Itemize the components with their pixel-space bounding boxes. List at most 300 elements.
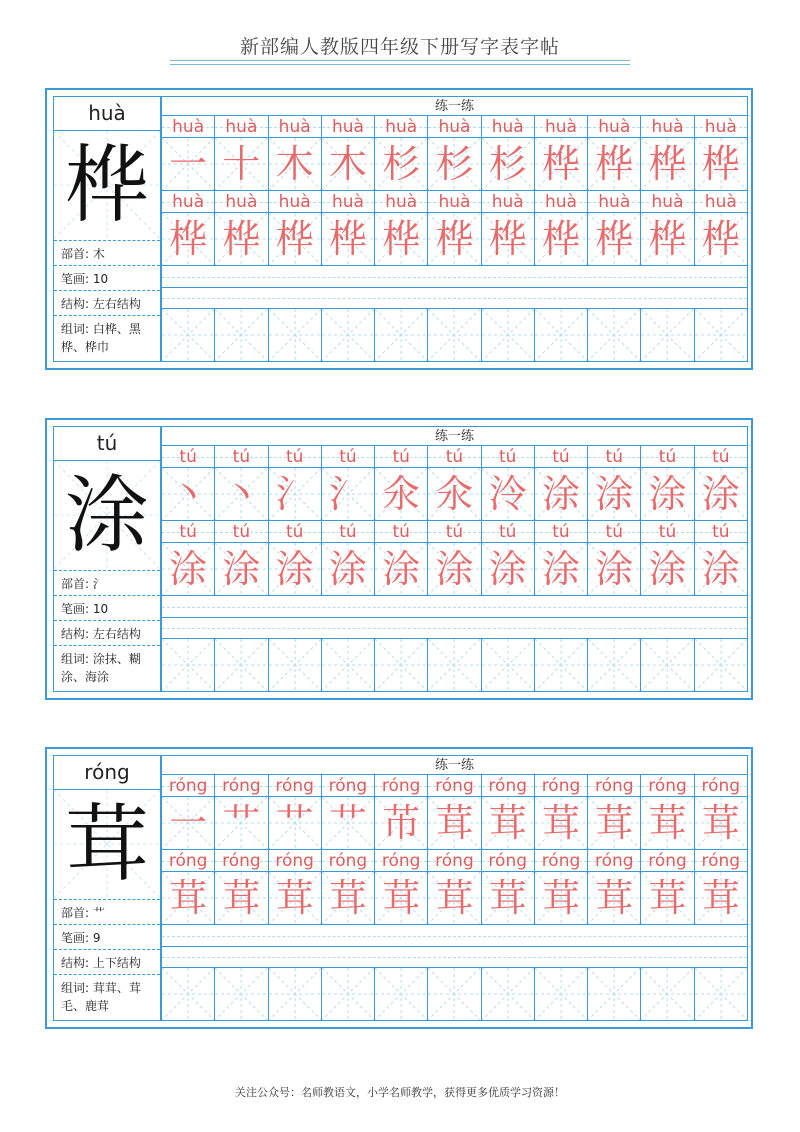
pinyin-cell: tú (695, 446, 748, 468)
page-title: 新部编人教版四年级下册写字表字帖 (239, 36, 560, 58)
title-underline (170, 60, 630, 61)
tracing-glyph: 杉 (488, 142, 527, 186)
tracing-cell[interactable] (161, 468, 215, 521)
tracing-cell[interactable] (695, 872, 748, 925)
tracing-cell[interactable] (641, 138, 694, 191)
tracing-cell[interactable] (482, 543, 535, 596)
model-character: 桦 (64, 136, 149, 234)
words-row (54, 974, 160, 1020)
words-value: 茸茸、茸毛、鹿茸 (61, 981, 141, 1013)
tracing-cell[interactable] (588, 138, 641, 191)
tracing-cell[interactable] (375, 872, 428, 925)
tracing-glyph: 茸 (382, 876, 421, 920)
strokes-row (54, 924, 160, 948)
tracing-cell[interactable] (482, 138, 535, 191)
pinyin-cell: róng (322, 775, 375, 797)
tracing-cell[interactable] (375, 309, 428, 362)
pinyin-cell: róng (482, 775, 535, 797)
structure-value: 左右结构 (92, 627, 141, 641)
tracing-cell[interactable] (695, 543, 748, 596)
tracing-cell[interactable] (375, 968, 428, 1021)
tracing-cell[interactable] (161, 309, 215, 362)
tracing-cell[interactable] (375, 543, 428, 596)
tracing-cell[interactable] (588, 468, 641, 521)
pinyin-cell: róng (215, 775, 268, 797)
pinyin-row (161, 446, 748, 468)
tracing-glyph: 艹 (275, 801, 314, 845)
tracing-cell[interactable] (588, 309, 641, 362)
tracing-row (161, 213, 748, 266)
model-character: 涂 (64, 466, 149, 564)
pinyin-cell: róng (161, 850, 215, 872)
pinyin-cell: róng (695, 775, 748, 797)
tracing-glyph: 桦 (435, 217, 474, 261)
tracing-glyph: 涂 (595, 547, 634, 591)
strokes-label: 笔画: (61, 272, 93, 286)
tracing-cell[interactable] (695, 797, 748, 850)
stroke-order-row (161, 138, 748, 191)
tracing-cell[interactable] (269, 309, 322, 362)
tracing-glyph: 木 (328, 142, 367, 186)
tracing-glyph: 茸 (541, 801, 580, 845)
practice-grid (161, 96, 748, 362)
words-label: 组词: (61, 652, 93, 666)
tracing-cell[interactable] (322, 872, 375, 925)
tracing-cell[interactable] (269, 639, 322, 692)
blank-writing-row (161, 639, 748, 692)
character-pinyin: tú (54, 427, 160, 461)
tracing-cell[interactable] (641, 797, 694, 850)
pinyin-cell: tú (588, 521, 641, 543)
tracing-glyph: 涂 (701, 472, 740, 516)
pinyin-cell: róng (375, 775, 428, 797)
tracing-cell[interactable] (695, 213, 748, 266)
pinyin-cell: huà (588, 191, 641, 213)
radical-row (54, 240, 160, 264)
practice-grid (161, 755, 748, 1021)
radical-value: 木 (92, 247, 105, 261)
tracing-glyph: 桦 (488, 217, 527, 261)
tracing-cell[interactable] (641, 468, 694, 521)
tracing-glyph: 涂 (488, 547, 527, 591)
tracing-glyph: 涂 (328, 547, 367, 591)
tracing-cell[interactable] (695, 138, 748, 191)
title-underline-2 (170, 64, 630, 65)
pinyin-cell: róng (428, 850, 481, 872)
blank-pinyin-row[interactable] (161, 266, 748, 288)
tracing-cell[interactable] (322, 968, 375, 1021)
practice-grid (161, 426, 748, 692)
tracing-cell[interactable] (375, 138, 428, 191)
tracing-glyph: 桦 (595, 142, 634, 186)
pinyin-cell: róng (322, 850, 375, 872)
radical-value: 艹 (92, 906, 105, 920)
tracing-glyph: 氽 (435, 472, 474, 516)
pinyin-cell: huà (375, 116, 428, 138)
tracing-cell[interactable] (535, 468, 588, 521)
character-info-panel (53, 426, 161, 692)
tracing-cell[interactable] (428, 309, 481, 362)
tracing-cell[interactable] (588, 213, 641, 266)
tracing-cell[interactable] (695, 468, 748, 521)
tracing-cell[interactable] (695, 968, 748, 1021)
tracing-cell[interactable] (215, 309, 268, 362)
stroke-order-row (161, 468, 748, 521)
tracing-glyph: 氵 (275, 472, 314, 516)
character-info-panel (53, 96, 161, 362)
pinyin-cell: róng (482, 850, 535, 872)
pinyin-cell: huà (535, 116, 588, 138)
tracing-row (161, 543, 748, 596)
strokes-value: 9 (92, 931, 101, 945)
pinyin-cell: tú (695, 521, 748, 543)
tracing-cell[interactable] (588, 543, 641, 596)
pinyin-cell: huà (215, 191, 268, 213)
structure-label: 结构: (61, 627, 93, 641)
pinyin-row (161, 850, 748, 872)
model-character-box (54, 790, 160, 898)
tracing-cell[interactable] (269, 968, 322, 1021)
pinyin-cell: huà (695, 191, 748, 213)
pinyin-cell: huà (322, 116, 375, 138)
structure-label: 结构: (61, 297, 93, 311)
tracing-cell[interactable] (641, 639, 694, 692)
pinyin-cell: tú (215, 446, 268, 468)
tracing-cell[interactable] (322, 213, 375, 266)
tracing-cell[interactable] (695, 639, 748, 692)
tracing-glyph: 茸 (488, 876, 527, 920)
structure-row (54, 290, 160, 314)
tracing-glyph: 艹 (328, 801, 367, 845)
tracing-cell[interactable] (269, 797, 322, 850)
pinyin-cell: tú (641, 521, 694, 543)
pinyin-cell: róng (641, 775, 694, 797)
tracing-cell[interactable] (322, 639, 375, 692)
practice-label: 练一练 (161, 96, 748, 116)
strokes-row (54, 265, 160, 289)
model-character-box (54, 131, 160, 239)
pinyin-cell: huà (535, 191, 588, 213)
tracing-cell[interactable] (482, 213, 535, 266)
tracing-glyph: 茸 (488, 801, 527, 845)
tracing-glyph: 茸 (169, 876, 208, 920)
practice-label: 练一练 (161, 426, 748, 446)
tracing-glyph: 桦 (328, 217, 367, 261)
tracing-glyph: 木 (275, 142, 314, 186)
tracing-cell[interactable] (482, 639, 535, 692)
words-value: 白桦、黑桦、桦巾 (61, 322, 141, 354)
pinyin-cell: huà (428, 116, 481, 138)
tracing-glyph: 十 (222, 142, 261, 186)
tracing-cell[interactable] (535, 309, 588, 362)
blank-pinyin-row[interactable] (161, 925, 748, 947)
radical-label: 部首: (61, 577, 93, 591)
tracing-glyph: 涂 (435, 547, 474, 591)
tracing-cell[interactable] (161, 213, 215, 266)
tracing-cell[interactable] (322, 138, 375, 191)
tracing-glyph: 氽 (382, 472, 421, 516)
tracing-cell[interactable] (269, 138, 322, 191)
pinyin-row (161, 521, 748, 543)
pinyin-row (161, 116, 748, 138)
tracing-glyph: 桦 (222, 217, 261, 261)
pinyin-cell: huà (161, 116, 215, 138)
tracing-cell[interactable] (322, 309, 375, 362)
pinyin-cell: tú (269, 521, 322, 543)
tracing-cell[interactable] (375, 213, 428, 266)
radical-row (54, 899, 160, 923)
words-row (54, 315, 160, 361)
tracing-glyph: 丶 (169, 472, 208, 516)
structure-value: 上下结构 (92, 956, 141, 970)
practice-label: 练一练 (161, 755, 748, 775)
structure-row (54, 620, 160, 644)
tracing-glyph: 茸 (541, 876, 580, 920)
tracing-glyph: 茸 (275, 876, 314, 920)
pinyin-cell: róng (695, 850, 748, 872)
tracing-cell[interactable] (588, 968, 641, 1021)
tracing-cell[interactable] (428, 872, 481, 925)
pinyin-cell: tú (535, 446, 588, 468)
tracing-cell[interactable] (482, 968, 535, 1021)
tracing-cell[interactable] (269, 468, 322, 521)
tracing-glyph: 茸 (648, 876, 687, 920)
blank-pinyin-row-2[interactable] (161, 618, 748, 639)
character-info-panel (53, 755, 161, 1021)
tracing-glyph: 桦 (701, 142, 740, 186)
character-pinyin: róng (54, 756, 160, 790)
character-card (45, 88, 753, 370)
pinyin-row (161, 775, 748, 797)
structure-row (54, 949, 160, 973)
pinyin-cell: huà (428, 191, 481, 213)
tracing-cell[interactable] (375, 468, 428, 521)
tracing-glyph: 涂 (595, 472, 634, 516)
tracing-cell[interactable] (588, 872, 641, 925)
tracing-cell[interactable] (215, 138, 268, 191)
footer-note: 关注公众号：名师教语文，小学名师教学，获得更多优质学习资源！ (235, 1086, 565, 1099)
tracing-cell[interactable] (428, 797, 481, 850)
pinyin-cell: tú (375, 446, 428, 468)
tracing-cell[interactable] (482, 309, 535, 362)
tracing-cell[interactable] (269, 872, 322, 925)
blank-writing-row (161, 968, 748, 1021)
tracing-glyph: 芇 (382, 801, 421, 845)
tracing-cell[interactable] (161, 872, 215, 925)
tracing-glyph: 桦 (541, 142, 580, 186)
pinyin-cell: huà (215, 116, 268, 138)
tracing-cell[interactable] (428, 543, 481, 596)
tracing-cell[interactable] (535, 138, 588, 191)
tracing-glyph: 涂 (275, 547, 314, 591)
tracing-glyph: 涂 (648, 547, 687, 591)
tracing-glyph: 桦 (648, 142, 687, 186)
tracing-glyph: 茸 (435, 801, 474, 845)
tracing-cell[interactable] (428, 968, 481, 1021)
pinyin-cell: tú (641, 446, 694, 468)
tracing-glyph: 茸 (328, 876, 367, 920)
words-row (54, 645, 160, 691)
tracing-glyph: 桦 (701, 217, 740, 261)
pinyin-cell: róng (588, 775, 641, 797)
pinyin-cell: huà (588, 116, 641, 138)
tracing-cell[interactable] (588, 639, 641, 692)
tracing-cell[interactable] (641, 543, 694, 596)
pinyin-cell: róng (535, 775, 588, 797)
blank-pinyin-row-2[interactable] (161, 288, 748, 309)
tracing-glyph: 泠 (488, 472, 527, 516)
tracing-glyph: 一 (169, 801, 208, 845)
tracing-cell[interactable] (322, 543, 375, 596)
tracing-cell[interactable] (161, 797, 215, 850)
tracing-glyph: 涂 (701, 547, 740, 591)
tracing-cell[interactable] (428, 213, 481, 266)
tracing-cell[interactable] (215, 213, 268, 266)
pinyin-cell: tú (482, 521, 535, 543)
tracing-glyph: 一 (169, 142, 208, 186)
pinyin-cell: róng (428, 775, 481, 797)
tracing-cell[interactable] (482, 872, 535, 925)
strokes-row (54, 595, 160, 619)
tracing-cell[interactable] (695, 309, 748, 362)
tracing-cell[interactable] (428, 639, 481, 692)
tracing-cell[interactable] (161, 968, 215, 1021)
pinyin-cell: huà (161, 191, 215, 213)
pinyin-cell: huà (482, 116, 535, 138)
tracing-glyph: 杉 (435, 142, 474, 186)
tracing-cell[interactable] (428, 138, 481, 191)
tracing-glyph: 桦 (595, 217, 634, 261)
tracing-cell[interactable] (588, 797, 641, 850)
pinyin-cell: tú (269, 446, 322, 468)
tracing-glyph: 桦 (382, 217, 421, 261)
blank-writing-row (161, 309, 748, 362)
pinyin-cell: huà (269, 116, 322, 138)
tracing-cell[interactable] (215, 968, 268, 1021)
tracing-cell[interactable] (215, 872, 268, 925)
pinyin-cell: huà (322, 191, 375, 213)
tracing-glyph: 涂 (222, 547, 261, 591)
words-label: 组词: (61, 981, 93, 995)
tracing-glyph: 桦 (648, 217, 687, 261)
tracing-cell[interactable] (428, 468, 481, 521)
pinyin-row (161, 191, 748, 213)
tracing-cell[interactable] (535, 968, 588, 1021)
strokes-value: 10 (92, 602, 109, 616)
pinyin-cell: tú (375, 521, 428, 543)
tracing-cell[interactable] (535, 543, 588, 596)
tracing-cell[interactable] (375, 639, 428, 692)
tracing-glyph: 茸 (595, 876, 634, 920)
pinyin-cell: tú (161, 446, 215, 468)
tracing-cell[interactable] (161, 138, 215, 191)
tracing-cell[interactable] (322, 797, 375, 850)
pinyin-cell: tú (482, 446, 535, 468)
tracing-glyph: 茸 (595, 801, 634, 845)
tracing-cell[interactable] (535, 797, 588, 850)
pinyin-cell: tú (588, 446, 641, 468)
radical-value: 氵 (92, 577, 105, 591)
tracing-cell[interactable] (269, 213, 322, 266)
pinyin-cell: tú (535, 521, 588, 543)
tracing-glyph: 涂 (541, 547, 580, 591)
tracing-glyph: 茸 (701, 801, 740, 845)
model-character: 茸 (64, 795, 149, 893)
pinyin-cell: róng (269, 775, 322, 797)
tracing-cell[interactable] (215, 468, 268, 521)
pinyin-cell: huà (695, 116, 748, 138)
character-card (45, 418, 753, 700)
structure-label: 结构: (61, 956, 93, 970)
pinyin-cell: huà (269, 191, 322, 213)
tracing-glyph: 茸 (222, 876, 261, 920)
tracing-cell[interactable] (482, 468, 535, 521)
tracing-glyph: 茸 (435, 876, 474, 920)
tracing-cell[interactable] (215, 639, 268, 692)
tracing-row (161, 872, 748, 925)
tracing-glyph: 涂 (541, 472, 580, 516)
pinyin-cell: róng (588, 850, 641, 872)
tracing-cell[interactable] (641, 309, 694, 362)
pinyin-cell: tú (428, 521, 481, 543)
pinyin-cell: róng (215, 850, 268, 872)
words-value: 涂抹、糊涂、海涂 (61, 652, 141, 684)
tracing-glyph: 艹 (222, 801, 261, 845)
tracing-glyph: 茸 (648, 801, 687, 845)
tracing-cell[interactable] (161, 639, 215, 692)
pinyin-cell: tú (428, 446, 481, 468)
structure-value: 左右结构 (92, 297, 141, 311)
tracing-cell[interactable] (535, 639, 588, 692)
tracing-cell[interactable] (269, 543, 322, 596)
pinyin-cell: tú (161, 521, 215, 543)
tracing-glyph: 桦 (169, 217, 208, 261)
strokes-label: 笔画: (61, 931, 93, 945)
pinyin-cell: tú (322, 521, 375, 543)
tracing-glyph: 涂 (648, 472, 687, 516)
tracing-glyph: 氵 (328, 472, 367, 516)
tracing-cell[interactable] (482, 797, 535, 850)
tracing-cell[interactable] (215, 797, 268, 850)
tracing-cell[interactable] (161, 543, 215, 596)
tracing-glyph: 茸 (701, 876, 740, 920)
stroke-order-row (161, 797, 748, 850)
tracing-glyph: 杉 (382, 142, 421, 186)
pinyin-cell: róng (535, 850, 588, 872)
pinyin-cell: róng (269, 850, 322, 872)
character-pinyin: huà (54, 97, 160, 131)
tracing-cell[interactable] (322, 468, 375, 521)
tracing-cell[interactable] (641, 213, 694, 266)
pinyin-cell: róng (641, 850, 694, 872)
tracing-cell[interactable] (215, 543, 268, 596)
tracing-cell[interactable] (535, 213, 588, 266)
tracing-cell[interactable] (641, 968, 694, 1021)
tracing-cell[interactable] (535, 872, 588, 925)
tracing-glyph: 桦 (275, 217, 314, 261)
words-label: 组词: (61, 322, 93, 336)
radical-label: 部首: (61, 247, 93, 261)
strokes-label: 笔画: (61, 602, 93, 616)
character-card (45, 747, 753, 1029)
pinyin-cell: tú (322, 446, 375, 468)
blank-pinyin-row[interactable] (161, 596, 748, 618)
blank-pinyin-row-2[interactable] (161, 947, 748, 968)
tracing-glyph: 丶 (222, 472, 261, 516)
tracing-cell[interactable] (641, 872, 694, 925)
tracing-cell[interactable] (375, 797, 428, 850)
pinyin-cell: huà (482, 191, 535, 213)
